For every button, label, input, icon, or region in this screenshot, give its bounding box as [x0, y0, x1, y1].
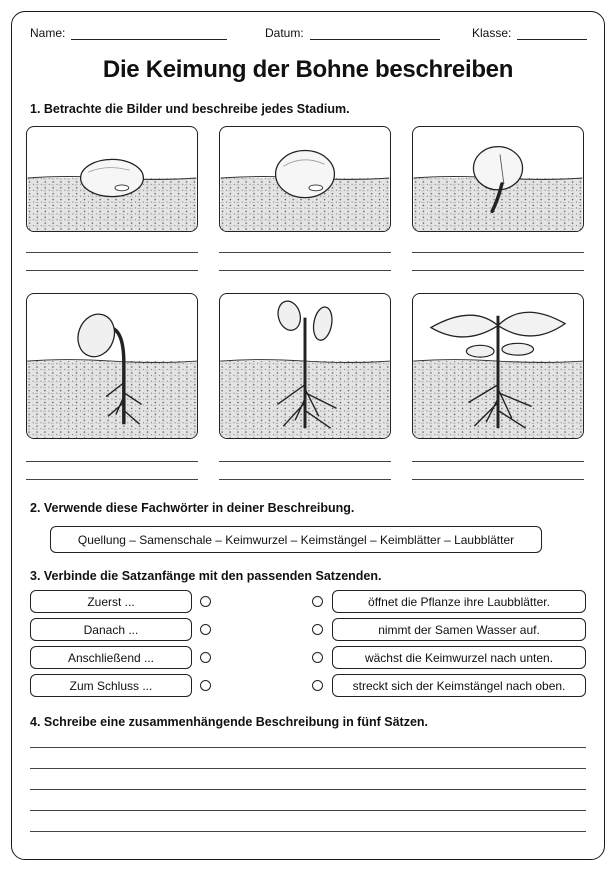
sentence-beginning: Zum Schluss ... — [30, 674, 192, 697]
date-line[interactable] — [310, 26, 440, 40]
match-circle-left[interactable] — [200, 680, 211, 691]
stage-2-image — [219, 126, 391, 232]
match-circle-left[interactable] — [200, 624, 211, 635]
writing-line[interactable] — [412, 461, 584, 462]
writing-line[interactable] — [219, 461, 391, 462]
stage-5-image — [219, 293, 391, 439]
writing-line[interactable] — [26, 270, 198, 271]
sentence-beginning: Zuerst ... — [30, 590, 192, 613]
name-line[interactable] — [71, 26, 227, 40]
writing-line[interactable] — [219, 479, 391, 480]
writing-line[interactable] — [412, 270, 584, 271]
name-field[interactable] — [30, 26, 227, 40]
match-circle-right[interactable] — [312, 624, 323, 635]
seedling-hook-illustration — [27, 294, 197, 438]
seedling-cotyledons-illustration — [220, 294, 390, 438]
bean-seed-illustration — [27, 127, 197, 231]
stage-4-image — [26, 293, 198, 439]
young-plant-illustration — [413, 294, 583, 438]
sentence-ending: wächst die Keimwurzel nach unten. — [332, 646, 586, 669]
match-circle-right[interactable] — [312, 680, 323, 691]
sentence-beginning: Anschließend ... — [30, 646, 192, 669]
writing-line[interactable] — [26, 479, 198, 480]
sentence-ending: streckt sich der Keimstängel nach oben. — [332, 674, 586, 697]
class-label: Klasse: — [472, 26, 512, 40]
match-circle-right[interactable] — [312, 596, 323, 607]
task3-heading: 3. Verbinde die Satzanfänge mit den passenden Satzenden. — [30, 569, 382, 583]
match-circle-right[interactable] — [312, 652, 323, 663]
name-label: Name: — [30, 26, 66, 40]
writing-line[interactable] — [30, 789, 586, 790]
header-row — [12, 26, 604, 44]
class-line[interactable] — [517, 26, 587, 40]
writing-line[interactable] — [412, 479, 584, 480]
date-label: Datum: — [265, 26, 304, 40]
writing-line[interactable] — [412, 252, 584, 253]
task1-heading: 1. Betrachte die Bilder und beschreibe jedes Stadium. — [30, 102, 350, 116]
vocabulary-box: Quellung – Samenschale – Keimwurzel – Keimstängel – Keimblätter – Laubblätter — [50, 526, 542, 553]
sentence-beginning: Danach ... — [30, 618, 192, 641]
swollen-seed-illustration — [220, 127, 390, 231]
sentence-ending: nimmt der Samen Wasser auf. — [332, 618, 586, 641]
writing-line[interactable] — [26, 252, 198, 253]
match-circle-left[interactable] — [200, 596, 211, 607]
writing-line[interactable] — [30, 810, 586, 811]
writing-line[interactable] — [26, 461, 198, 462]
writing-line[interactable] — [219, 252, 391, 253]
sentence-ending: öffnet die Pflanze ihre Laubblätter. — [332, 590, 586, 613]
page-title: Die Keimung der Bohne beschreiben — [102, 56, 514, 83]
stage-1-image — [26, 126, 198, 232]
date-field[interactable] — [265, 26, 440, 40]
writing-line[interactable] — [30, 768, 586, 769]
sprouting-seed-illustration — [413, 127, 583, 231]
stage-6-image — [412, 293, 584, 439]
writing-line[interactable] — [30, 831, 586, 832]
task4-heading: 4. Schreibe eine zusammenhängende Beschreibung in fünf Sätzen. — [30, 715, 429, 729]
class-field[interactable] — [472, 26, 587, 40]
task2-heading: 2. Verwende diese Fachwörter in deiner Beschreibung. — [30, 501, 355, 515]
stage-3-image — [412, 126, 584, 232]
worksheet — [11, 11, 605, 860]
writing-line[interactable] — [219, 270, 391, 271]
writing-line[interactable] — [30, 747, 586, 748]
match-circle-left[interactable] — [200, 652, 211, 663]
